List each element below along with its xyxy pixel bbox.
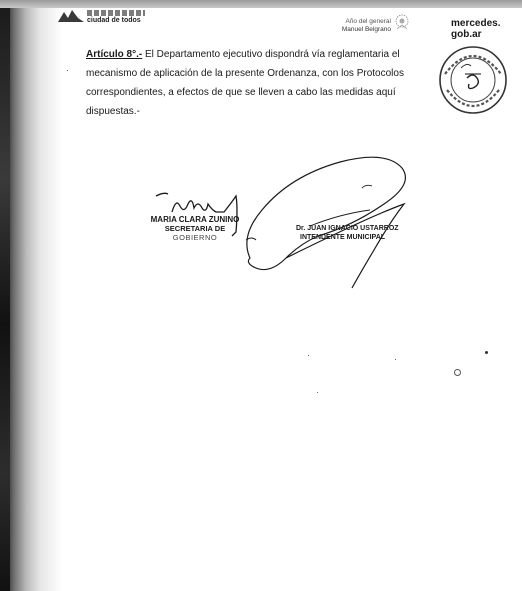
secretary-name: MARIA CLARA ZUNINO — [150, 215, 240, 224]
anio-line-1: Año del general — [345, 18, 391, 25]
speck — [67, 70, 68, 71]
secretary-role-1: SECRETARIA DE — [164, 224, 226, 233]
speck — [485, 351, 488, 354]
article-body: El Departamento ejecutivo dispondrá vía reglamentaria el mecanismo de aplicación de la presente Ordenanza, con los Protocolos correspondientes, a efectos de que se lleven a cabo las medidas aquí dispuestas.- — [86, 49, 404, 117]
secretary-role-2: GOBIERNO — [172, 233, 218, 242]
website-line-1: mercedes. — [451, 18, 501, 29]
mayor-role: INTENDENTE MUNICIPAL — [300, 234, 386, 241]
speck — [317, 392, 318, 393]
anio-line-2: Manuel Belgrano — [341, 26, 391, 33]
brand-tagline: ciudad de todos — [87, 17, 141, 24]
secretary-stamp — [145, 215, 245, 242]
speck — [454, 369, 461, 376]
mayor-stamp — [296, 224, 408, 242]
mayor-name: Dr. JUAN IGNACIO USTARROZ — [296, 225, 399, 232]
article-label: Artículo 8°.- — [86, 49, 143, 60]
speck — [395, 359, 396, 360]
speck — [308, 355, 309, 356]
website-line-2: gob.ar — [451, 29, 482, 40]
